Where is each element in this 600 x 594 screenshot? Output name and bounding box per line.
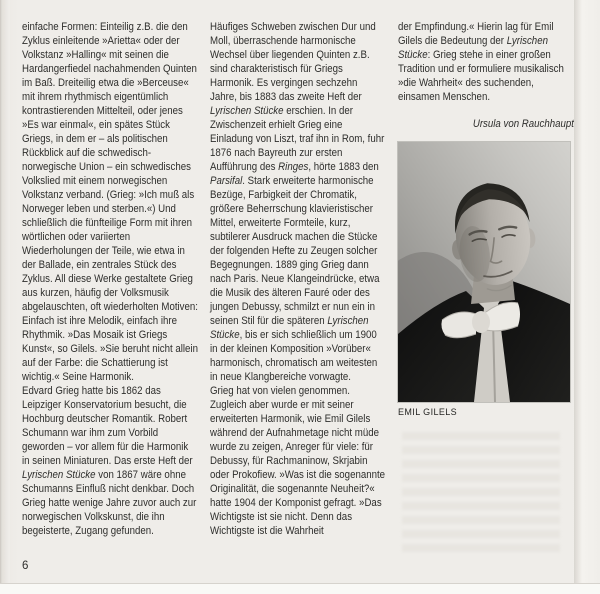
column-text bbox=[398, 20, 574, 131]
page-number: 6 bbox=[22, 560, 29, 572]
booklet-gutter bbox=[574, 0, 600, 594]
text-run: erschien. In der Zwischenzeit erhielt Grieg eine Einladung von Liszt, traf ihn in Rom, fuhr 1876 nach Bayreuth zur ersten Aufführung des bbox=[210, 105, 385, 173]
emil-gilels-photo bbox=[398, 142, 570, 402]
text-run: Lyrischen Stücke bbox=[210, 315, 369, 341]
column-text bbox=[22, 20, 198, 538]
paragraph bbox=[398, 20, 574, 104]
text-column-1 bbox=[22, 20, 222, 538]
photo-caption: EMIL GILELS bbox=[398, 407, 458, 417]
paragraph bbox=[210, 384, 386, 538]
column-text bbox=[210, 20, 386, 538]
column-paragraphs bbox=[398, 20, 574, 104]
text-run: Lyrischen Stücke bbox=[398, 35, 548, 61]
text-run: einfache Formen: Einteilig z.B. die den Zyklus einleitende »Arietta« oder der Volkstanz »Halling« mit seinen die Hardangerfiedel nachahmenden Quinten im Baß. Dreiteilig etwa die »Berceuse« mit ihrem rhythmisch eigentümlich kontrastierenden Mittelteil, oder jenes »Es war einmal«, ein spätes Stück Griegs, in dem er – als politischen Rückblick auf die schwedisch-norwegische Union – ein schwedisches Volkslied mit einem norwegischen Volkstanz verband. (Grieg: »Ich muß als Norweger leben und sterben.«) Und schließlich die fünfteilige Form mit ihren wörtlichen oder variierten Wiederholungen der Teile, wie etwa in der Ballade, ein zentrales Stück des Zyklus. All diese Werke gestaltete Grieg aus kurzen, häufig der Volksmusik abgelauschten, oft wiederholten Motiven: Einfach ist ihre Melodik, einfach ihre Rhythmik. »Das Mosaik ist Griegs Kunst«, so Gilels. »Sie beruht nicht allein auf der Farbe: die Schattierung ist wichtig.« Seine Harmonik. bbox=[22, 21, 198, 383]
scan-bottom-edge bbox=[0, 583, 600, 594]
text-run: der Empfindung.« Hierin lag für Emil Gilels die Bedeutung der bbox=[398, 21, 554, 47]
scan-left-edge bbox=[0, 0, 10, 594]
text-run: Häufiges Schweben zwischen Dur und Moll, überraschende harmonische Wechsel über liegenden Quinten z.B. sind charakteristisch für Griegs Harmonik. Es vergingen sechzehn Jahre, bis 1883 das zweite Heft der bbox=[210, 21, 376, 103]
text-run: Ringes bbox=[278, 161, 309, 173]
text-column-3 bbox=[398, 20, 598, 131]
portrait-illustration bbox=[398, 142, 570, 402]
paragraph bbox=[210, 20, 386, 384]
text-run: , hörte 1883 den bbox=[308, 161, 379, 173]
text-column-2 bbox=[210, 20, 410, 538]
text-run: , bis er sich schließlich um 1900 in der kleinen Komposition »Vorüber« harmonisch, chromatisch am weitesten in neue Klangbereiche vorwagte. bbox=[210, 329, 378, 383]
text-run: Grieg hat von vielen genommen. Zugleich aber wurde er mit seiner erweiterten Harmonik, wie Emil Gilels während der Aufnahmetage nicht müde wurde zu zeigen, Anreger für viele: für Debussy, für Rachmaninow, Skrjabin oder Prokofiew. »Was ist die sogenannte Originalität, die sogenannte Neuheit?« hatte 1904 der Komponist gefragt. »Das Wichtigste ist sie nicht. Denn das Wichtigste ist die Wahrheit bbox=[210, 385, 386, 537]
text-run: : Grieg stehe in einer großen Tradition und er formuliere musikalisch »die Wahrheit« des suchenden, einsamen Menschen. bbox=[398, 49, 564, 103]
text-run: Parsifal bbox=[210, 175, 243, 187]
paragraph bbox=[22, 384, 198, 538]
author-byline: Ursula von Rauchhaupt bbox=[472, 118, 574, 130]
text-run: Edvard Grieg hatte bis 1862 das Leipziger Konservatorium besucht, die Hochburg deutscher Romantik. Robert Schumann war ihm zum Vorbild geworden – vor allem für die Harmonik in seinen Miniaturen. Das erste Heft der bbox=[22, 385, 193, 467]
text-run: . Stark erweiterte harmonische Bezüge, Farbigkeit der Chromatik, größere Beherrschung klavieristischer Mittel, erweiterte Formteile, kurz, subtilerer Ausdruck machen die Stücke der folgenden Hefte zu Zeugen solcher Begegnungen. 1889 ging Grieg dann nach Paris. Neue Klangeindrücke, etwa die Musik des älteren Fauré oder des jungen Debussy, schmilzt er nun ein in seinen Stil für die späteren bbox=[210, 175, 380, 327]
text-run: Lyrischen Stücke bbox=[210, 105, 284, 117]
paragraph bbox=[22, 20, 198, 384]
text-run: Lyrischen Stücke bbox=[22, 469, 96, 481]
page-bleed-through bbox=[402, 432, 560, 554]
text-run: von 1867 wäre ohne Schumanns Einfluß nicht denkbar. Doch Grieg hatte wenige Jahre zuvor auch zur norwegischen Volkskunst, die ihn begeisterte, Zugang gefunden. bbox=[22, 469, 197, 537]
